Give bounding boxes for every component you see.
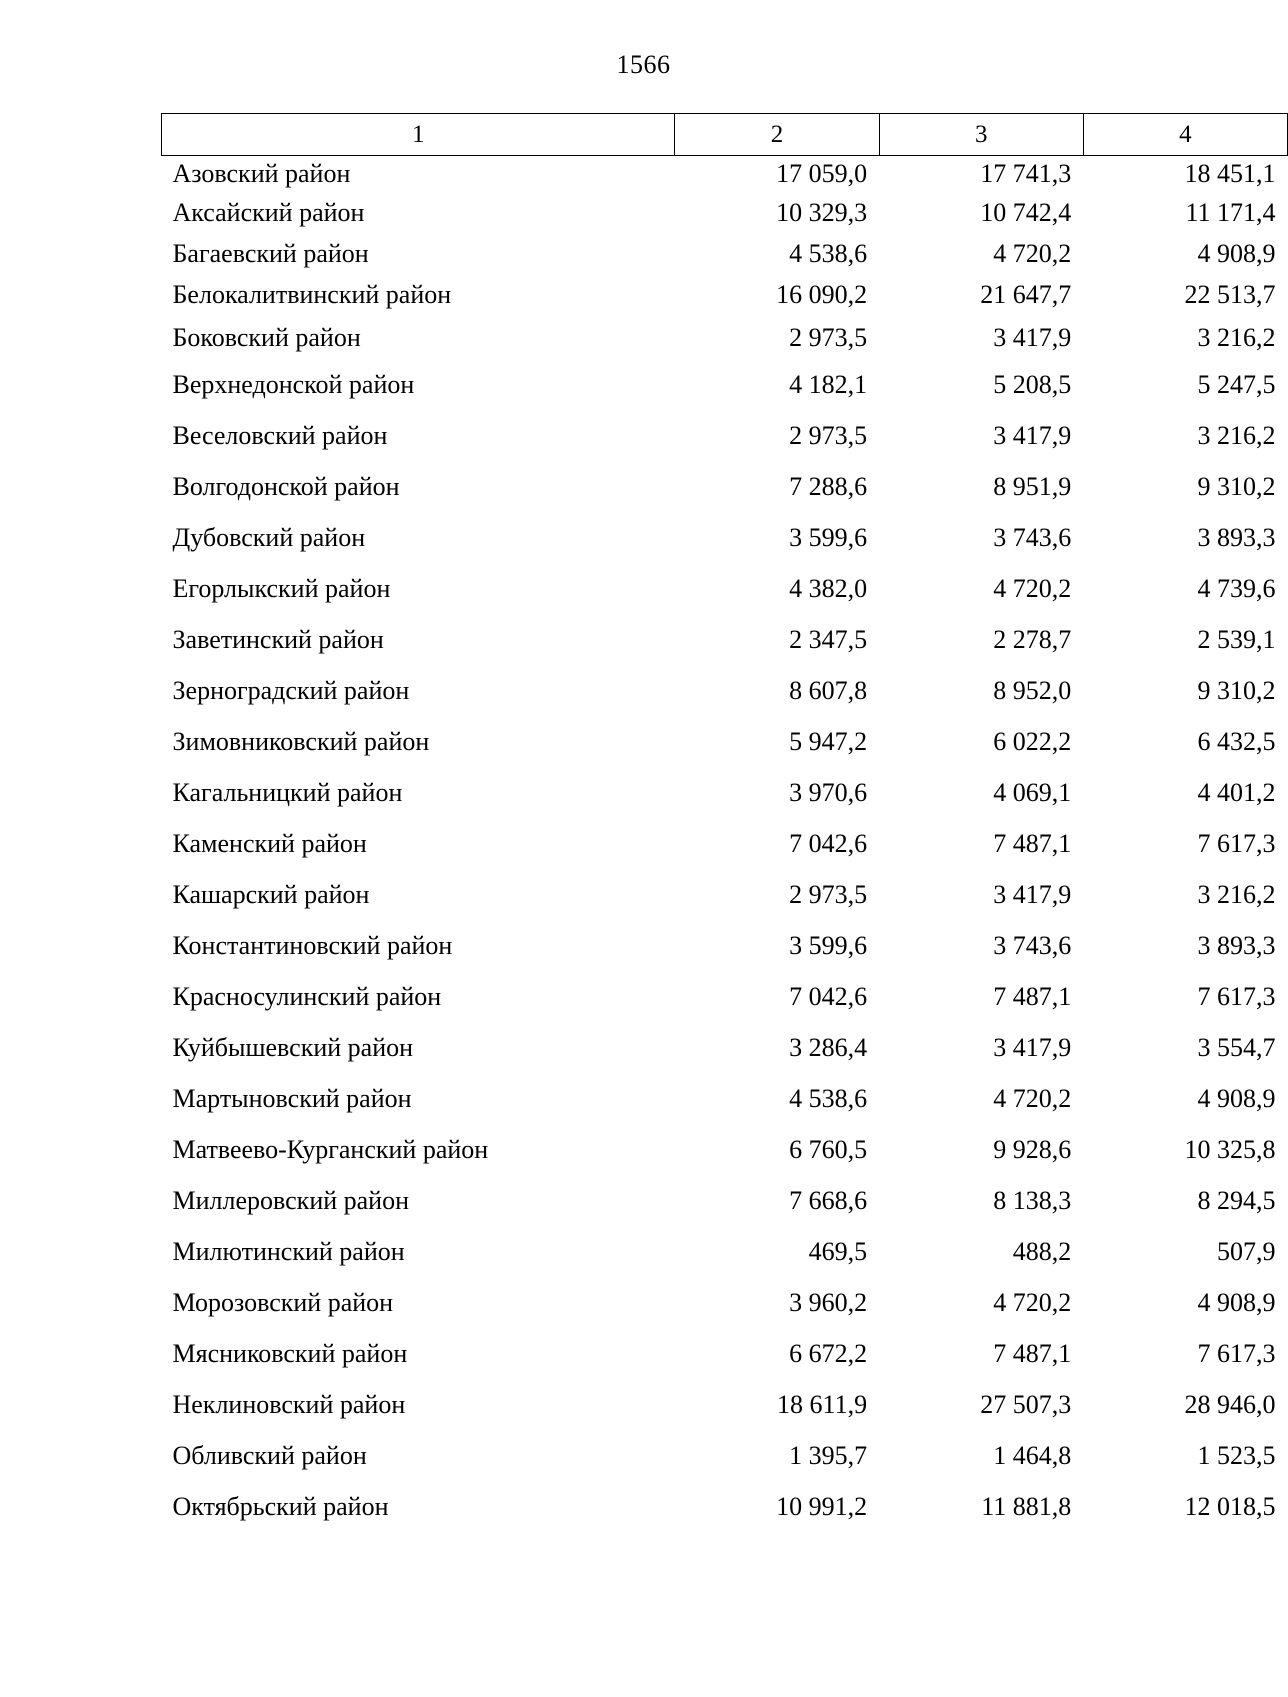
value-col-4: 7 617,3 <box>1197 982 1276 1011</box>
district-name: Мясниковский район <box>172 1339 408 1368</box>
value-col-2: 1 395,7 <box>789 1441 868 1470</box>
value-col-2: 2 973,5 <box>789 322 868 352</box>
value-col-4: 9 310,2 <box>1197 676 1276 705</box>
value-col-4: 9 310,2 <box>1197 472 1276 501</box>
value-col-2: 18 611,9 <box>777 1390 868 1419</box>
value-col-3: 3 417,9 <box>993 880 1072 909</box>
value-col-4: 10 325,8 <box>1184 1135 1276 1164</box>
value-col-4: 12 018,5 <box>1184 1492 1276 1521</box>
value-col-3: 3 417,9 <box>993 421 1072 450</box>
value-col-2: 10 329,3 <box>776 198 868 227</box>
value-col-2: 16 090,2 <box>776 280 868 309</box>
table-row <box>162 666 1288 717</box>
table-row <box>162 1380 1288 1431</box>
value-col-3: 10 742,4 <box>980 198 1072 227</box>
value-col-4: 28 946,0 <box>1184 1390 1276 1419</box>
table-row <box>162 411 1288 462</box>
district-name: Белокалитвинский район <box>172 280 452 309</box>
table-row <box>162 462 1288 513</box>
table-row <box>162 513 1288 564</box>
value-col-3: 4 069,1 <box>993 778 1072 807</box>
table-row <box>162 819 1288 870</box>
district-name: Морозовский район <box>172 1288 394 1317</box>
value-col-2: 2 973,5 <box>789 421 868 450</box>
district-name: Аксайский район <box>172 198 365 227</box>
value-col-2: 7 042,6 <box>789 829 868 858</box>
value-col-3: 27 507,3 <box>980 1390 1072 1419</box>
value-col-3: 8 951,9 <box>993 472 1072 501</box>
value-col-4: 7 617,3 <box>1197 1339 1276 1368</box>
value-col-4: 3 554,7 <box>1197 1033 1276 1062</box>
district-name: Константиновский район <box>172 931 453 960</box>
value-col-4: 5 247,5 <box>1197 370 1276 399</box>
value-col-3: 3 743,6 <box>993 523 1072 552</box>
value-col-2: 8 607,8 <box>789 676 868 705</box>
value-col-3: 3 417,9 <box>993 322 1072 352</box>
value-col-2: 4 182,1 <box>789 370 868 399</box>
value-col-2: 4 538,6 <box>789 1084 868 1113</box>
table-row <box>162 564 1288 615</box>
value-col-4: 4 908,9 <box>1197 239 1276 268</box>
district-name: Веселовский район <box>172 421 388 450</box>
column-header-2: 2 <box>675 114 879 156</box>
table-row <box>162 1227 1288 1278</box>
table-row <box>162 360 1288 411</box>
value-col-2: 17 059,0 <box>776 159 868 189</box>
value-col-2: 6 760,5 <box>789 1135 868 1164</box>
value-col-3: 4 720,2 <box>993 1084 1072 1113</box>
value-col-4: 2 539,1 <box>1197 625 1276 654</box>
table-row <box>162 1329 1288 1380</box>
value-col-4: 4 908,9 <box>1197 1288 1276 1317</box>
value-col-4: 3 893,3 <box>1197 931 1276 960</box>
value-col-3: 11 881,8 <box>981 1492 1072 1521</box>
table-row <box>162 316 1288 360</box>
district-name: Неклиновский район <box>172 1390 406 1419</box>
column-header-1: 1 <box>162 114 675 156</box>
value-col-2: 10 991,2 <box>776 1492 868 1521</box>
value-col-4: 22 513,7 <box>1184 280 1276 309</box>
district-name: Верхнедонской район <box>172 370 415 399</box>
column-header-4: 4 <box>1083 114 1287 156</box>
value-col-4: 7 617,3 <box>1197 829 1276 858</box>
value-col-3: 17 741,3 <box>980 159 1072 189</box>
value-col-3: 4 720,2 <box>993 239 1072 268</box>
district-name: Зимовниковский район <box>172 727 430 756</box>
value-col-2: 4 382,0 <box>789 574 868 603</box>
value-col-2: 3 599,6 <box>789 931 868 960</box>
value-col-2: 4 538,6 <box>789 239 868 268</box>
table-row <box>162 1482 1288 1533</box>
district-name: Заветинский район <box>172 625 384 654</box>
table-row <box>162 1176 1288 1227</box>
value-col-4: 4 908,9 <box>1197 1084 1276 1113</box>
value-col-3: 488,2 <box>1012 1237 1072 1266</box>
value-col-3: 2 278,7 <box>993 625 1072 654</box>
value-col-3: 1 464,8 <box>993 1441 1072 1470</box>
district-name: Боковский район <box>172 322 361 352</box>
table-row <box>162 1278 1288 1329</box>
district-name: Азовский район <box>172 159 351 189</box>
value-col-3: 7 487,1 <box>993 829 1072 858</box>
district-name: Куйбышевский район <box>172 1033 414 1062</box>
district-name: Кагальницкий район <box>172 778 403 807</box>
value-col-3: 21 647,7 <box>980 280 1072 309</box>
district-name: Красносулинский район <box>172 982 442 1011</box>
value-col-2: 3 599,6 <box>789 523 868 552</box>
value-col-2: 3 286,4 <box>789 1033 868 1062</box>
value-col-2: 2 347,5 <box>789 625 868 654</box>
table-row <box>162 972 1288 1023</box>
value-col-3: 4 720,2 <box>993 1288 1072 1317</box>
table-row <box>162 870 1288 921</box>
table-row <box>162 615 1288 666</box>
table-body <box>162 156 1288 1533</box>
table-row <box>162 1125 1288 1176</box>
district-name: Милютинский район <box>172 1237 405 1266</box>
value-col-4: 4 739,6 <box>1197 574 1276 603</box>
value-col-2: 6 672,2 <box>789 1339 868 1368</box>
value-col-3: 8 952,0 <box>993 676 1072 705</box>
value-col-4: 3 893,3 <box>1197 523 1276 552</box>
table-row <box>162 717 1288 768</box>
value-col-4: 3 216,2 <box>1197 322 1276 352</box>
value-col-2: 5 947,2 <box>789 727 868 756</box>
value-col-3: 8 138,3 <box>993 1186 1072 1215</box>
page-number: 1566 <box>616 50 671 79</box>
table-row <box>162 921 1288 972</box>
value-col-3: 6 022,2 <box>993 727 1072 756</box>
district-name: Матвеево-Курганский район <box>172 1135 489 1164</box>
district-name: Миллеровский район <box>172 1186 410 1215</box>
table-row <box>162 234 1288 275</box>
value-col-4: 11 171,4 <box>1185 198 1276 227</box>
value-col-3: 7 487,1 <box>993 982 1072 1011</box>
district-name: Кашарский район <box>172 880 370 909</box>
value-col-4: 3 216,2 <box>1197 880 1276 909</box>
district-name: Дубовский район <box>172 523 366 552</box>
table-row <box>162 1074 1288 1125</box>
value-col-4: 4 401,2 <box>1197 778 1276 807</box>
table-row <box>162 275 1288 316</box>
value-col-4: 507,9 <box>1217 1237 1276 1266</box>
value-col-2: 7 668,6 <box>789 1186 868 1215</box>
value-col-4: 18 451,1 <box>1184 159 1276 189</box>
district-name: Обливский район <box>172 1441 367 1470</box>
district-name: Волгодонской район <box>172 472 400 501</box>
value-col-3: 9 928,6 <box>993 1135 1072 1164</box>
value-col-2: 7 042,6 <box>789 982 868 1011</box>
district-name: Каменский район <box>172 829 367 858</box>
table-row <box>162 768 1288 819</box>
district-name: Октябрьский район <box>172 1492 389 1521</box>
value-col-3: 3 743,6 <box>993 931 1072 960</box>
budget-table <box>161 113 1288 1533</box>
table-row <box>162 1023 1288 1074</box>
table-row <box>162 1431 1288 1482</box>
value-col-4: 6 432,5 <box>1197 727 1276 756</box>
value-col-2: 3 970,6 <box>789 778 868 807</box>
value-col-2: 469,5 <box>808 1237 868 1266</box>
table-header-row <box>162 114 1288 156</box>
column-header-3: 3 <box>879 114 1083 156</box>
district-name: Зерноградский район <box>172 676 410 705</box>
value-col-4: 8 294,5 <box>1197 1186 1276 1215</box>
district-name: Егорлыкский район <box>172 574 391 603</box>
table-row <box>162 156 1288 193</box>
value-col-3: 4 720,2 <box>993 574 1072 603</box>
value-col-3: 3 417,9 <box>993 1033 1072 1062</box>
value-col-4: 3 216,2 <box>1197 421 1276 450</box>
value-col-2: 3 960,2 <box>789 1288 868 1317</box>
district-name: Багаевский район <box>172 239 369 268</box>
value-col-4: 1 523,5 <box>1197 1441 1276 1470</box>
district-name: Мартыновский район <box>172 1084 412 1113</box>
value-col-3: 5 208,5 <box>993 370 1072 399</box>
table-row <box>162 193 1288 234</box>
value-col-3: 7 487,1 <box>993 1339 1072 1368</box>
value-col-2: 7 288,6 <box>789 472 868 501</box>
value-col-2: 2 973,5 <box>789 880 868 909</box>
